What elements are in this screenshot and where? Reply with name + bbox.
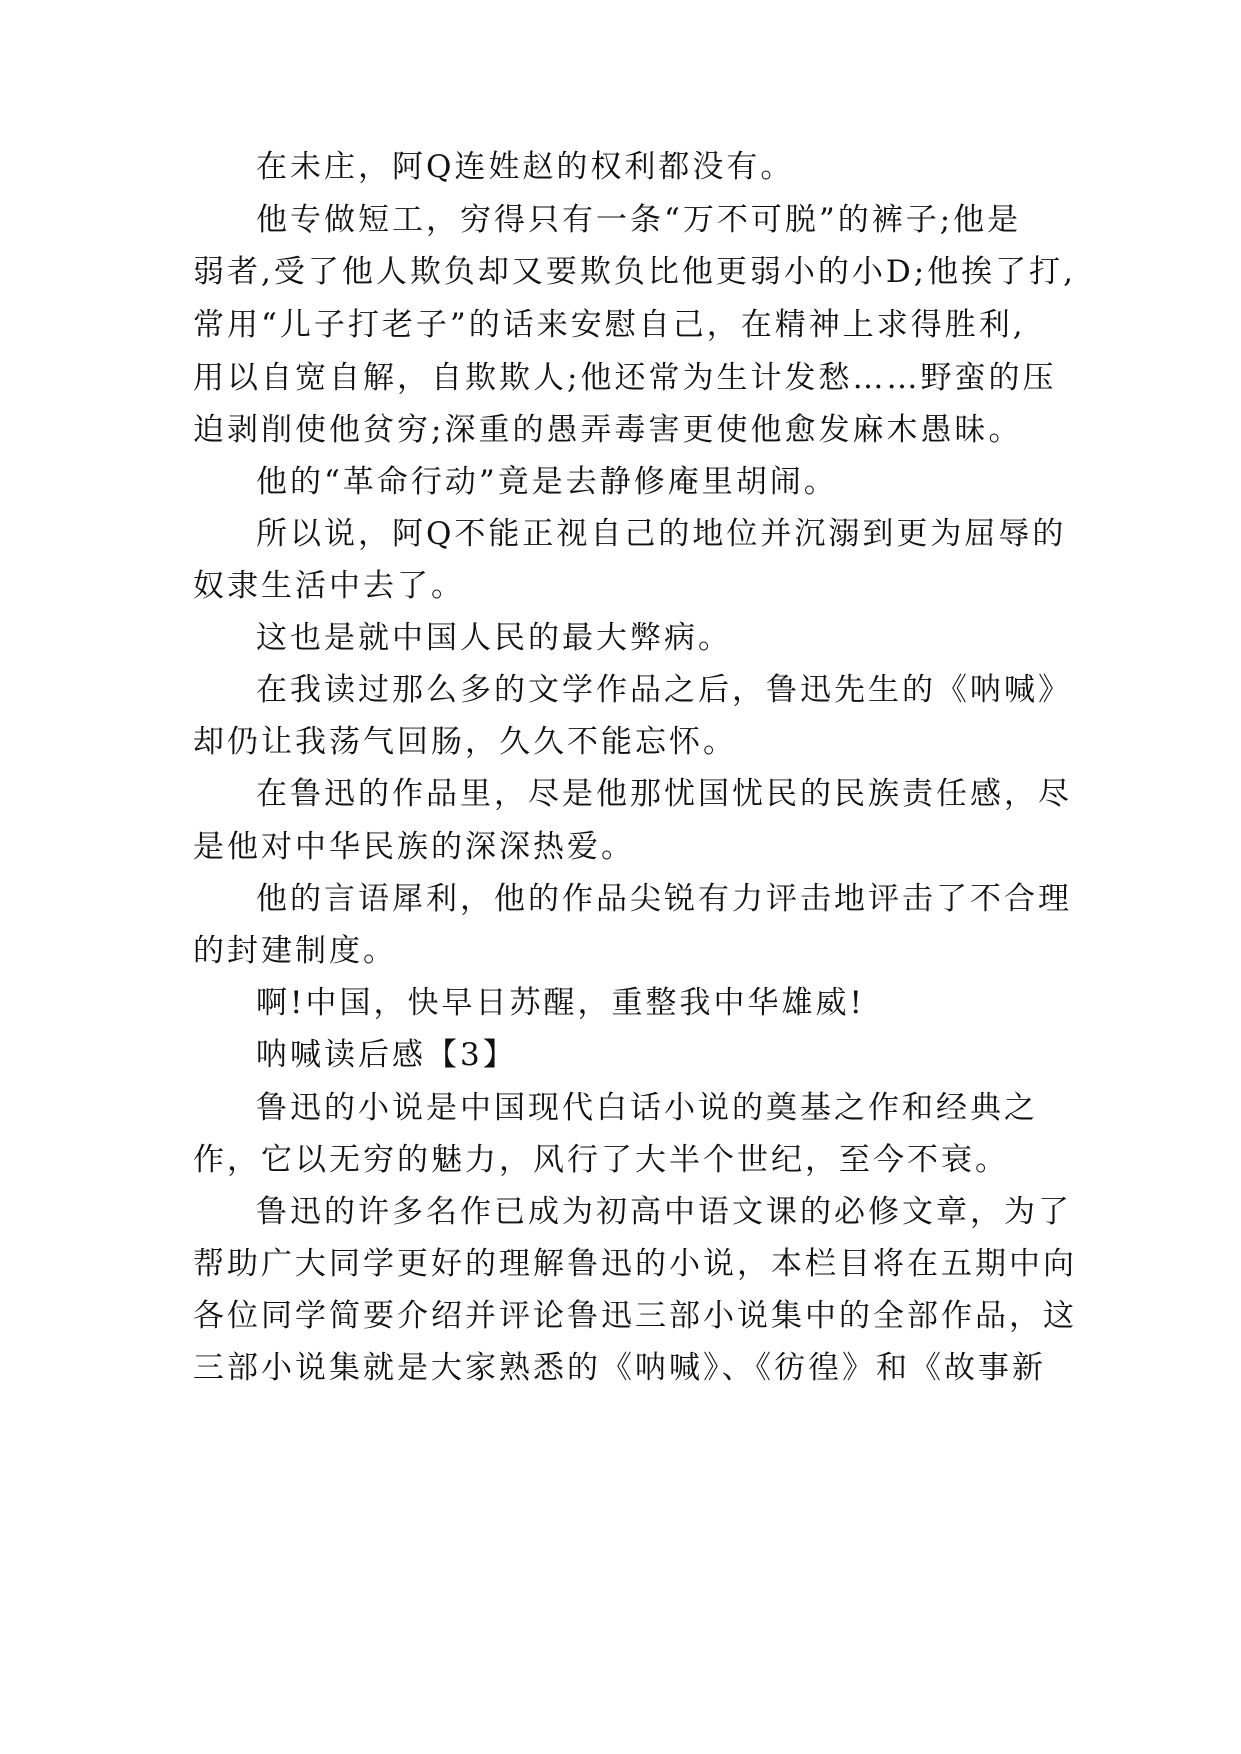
paragraph-line: 各位同学简要介绍并评论鲁迅三部小说集中的全部作品，这 xyxy=(193,1298,1077,1334)
paragraph-line: 奴隶生活中去了。 xyxy=(193,568,465,604)
paragraph-line: 啊!中国，快早日苏醒，重整我中华雄威! xyxy=(256,985,865,1021)
paragraph-line: 帮助广大同学更好的理解鲁迅的小说，本栏目将在五期中向 xyxy=(193,1246,1077,1282)
section-heading: 呐喊读后感【3】 xyxy=(256,1037,517,1073)
paragraph-line: 所以说，阿Q不能正视自己的地位并沉溺到更为屈辱的 xyxy=(256,516,1067,552)
paragraph-line: 弱者,受了他人欺负却又要欺负比他更弱小的小D;他挨了打, xyxy=(193,254,1077,290)
paragraph-line: 是他对中华民族的深深热爱。 xyxy=(193,829,635,865)
paragraph-line: 他专做短工，穷得只有一条“万不可脱”的裤子;他是 xyxy=(256,202,1022,238)
paragraph-line: 却仍让我荡气回肠，久久不能忘怀。 xyxy=(193,724,737,760)
paragraph-line: 三部小说集就是大家熟悉的《呐喊》、《彷徨》和《故事新 xyxy=(193,1350,1046,1386)
paragraph-line: 常用“儿子打老子”的话来安慰自己，在精神上求得胜利, xyxy=(193,307,1026,343)
paragraph-line: 在未庄，阿Q连姓赵的权利都没有。 xyxy=(256,149,795,185)
paragraph-line: 在我读过那么多的文学作品之后，鲁迅先生的《呐喊》 xyxy=(256,672,1072,708)
paragraph-line: 的封建制度。 xyxy=(193,933,397,969)
paragraph-line: 作，它以无穷的魅力，风行了大半个世纪，至今不衰。 xyxy=(193,1142,1009,1178)
paragraph-line: 鲁迅的许多名作已成为初高中语文课的必修文章，为了 xyxy=(256,1194,1072,1230)
paragraph-line: 迫剥削使他贫穷;深重的愚弄毒害更使他愈发麻木愚昧。 xyxy=(193,412,1023,448)
paragraph-line: 他的“革命行动”竟是去静修庵里胡闹。 xyxy=(256,464,838,500)
paragraph-line: 这也是就中国人民的最大弊病。 xyxy=(256,620,732,656)
paragraph-line: 用以自宽自解，自欺欺人;他还常为生计发愁……野蛮的压 xyxy=(193,360,1057,396)
paragraph-line: 在鲁迅的作品里，尽是他那忧国忧民的民族责任感，尽 xyxy=(256,776,1072,812)
paragraph-line: 鲁迅的小说是中国现代白话小说的奠基之作和经典之 xyxy=(256,1090,1038,1126)
paragraph-line: 他的言语犀利，他的作品尖锐有力评击地评击了不合理 xyxy=(256,881,1072,917)
